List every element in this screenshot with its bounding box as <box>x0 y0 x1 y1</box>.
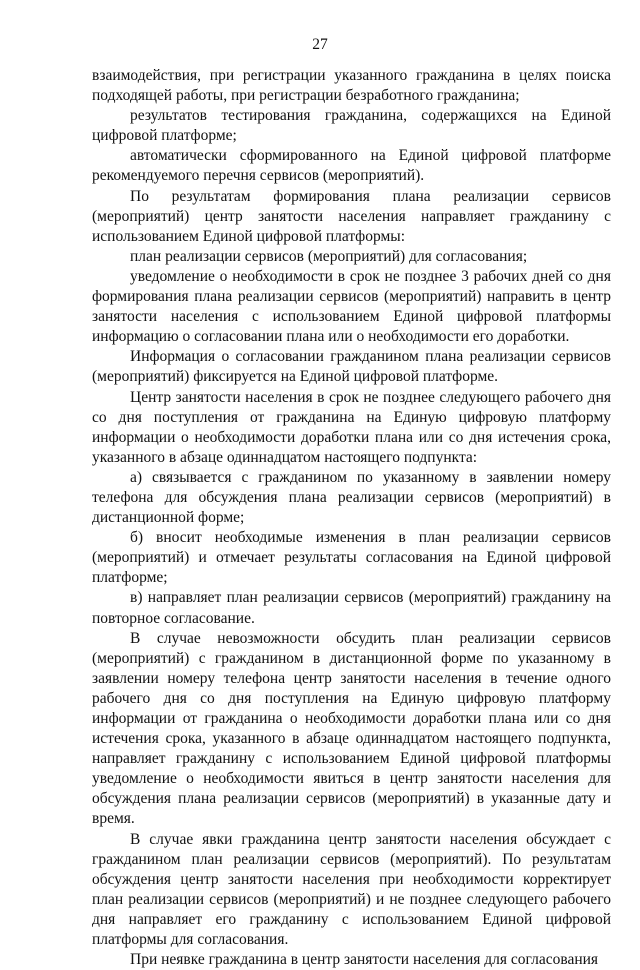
paragraph-plan-results: По результатам формирования плана реализации сервисов (мероприятий) центр занятости населения направляет гражданину с использованием Единой цифровой платформы: <box>92 187 611 245</box>
paragraph-item-a: а) связывается с гражданином по указанному в заявлении номеру телефона для обсуждения плана реализации сервисов (мероприятий) в дистанционной форме; <box>92 468 611 527</box>
paragraph-test-results: результатов тестирования гражданина, содержащихся на Единой цифровой платформе; <box>92 107 611 145</box>
paragraph-item-b: б) вносит необходимые изменения в план реализации сервисов (мероприятий) и отмечает результаты согласования на Единой цифровой платформе; <box>92 529 611 587</box>
paragraph-continuation: взаимодействия, при регистрации указанного гражданина в целях поиска подходящей работы, при регистрации безработного гражданина; <box>92 67 611 105</box>
paragraph-plan-approval: план реализации сервисов (мероприятий) для согласования; <box>130 247 528 265</box>
document-body <box>92 66 611 970</box>
paragraph-center-deadline: Центр занятости населения в срок не позднее следующего рабочего дня со дня поступления от гражданина на Единую цифровую платформу информации о необходимости доработки плана или со дня истечения срока, указанного в абзаце одиннадцатом настоящего подпункта: <box>92 388 611 466</box>
paragraph-approval-info: Информация о согласовании гражданином плана реализации сервисов (мероприятий) фиксируется на Единой цифровой платформе. <box>92 348 611 386</box>
paragraph-notification: уведомление о необходимости в срок не позднее 3 рабочих дней со дня формирования плана реализации сервисов (мероприятий) направить в центр занятости населения с использованием Единой цифровой платформы информацию о согласовании плана или о необходимости его доработки. <box>92 267 611 346</box>
paragraph-impossibility: В случае невозможности обсудить план реализации сервисов (мероприятий) с гражданином в дистанционной форме по указанному в заявлении номеру телефона центр занятости населения в течение одного рабочего дня со дня поступления на Единую цифровую платформу информации от гражданина о необходимости доработки плана или со дня истечения срока, указанного в абзаце одиннадцатом настоящего подпункта, направляет гражданину с использованием Единой цифровой платформы уведомление о необходимости явиться в центр занятости населения для обсуждения плана реализации сервисов (мероприятий) в указанные дату и время. <box>92 629 611 828</box>
paragraph-appearance: В случае явки гражданина центр занятости населения обсуждает с гражданином план реализации сервисов (мероприятий). По результатам обсуждения центр занятости населения при необходимости корректирует план реализации сервисов (мероприятий) и не позднее следующего рабочего дня направляет его гражданину с использованием Единой цифровой платформы для согласования. <box>92 830 611 949</box>
paragraph-non-appearance: При неявке гражданина в центр занятости населения для согласования <box>130 951 599 969</box>
paragraph-auto-list: автоматически сформированного на Единой цифровой платформе рекомендуемого перечня сервисов (мероприятий). <box>92 147 611 185</box>
page-number: 27 <box>312 36 328 53</box>
paragraph-item-v: в) направляет план реализации сервисов (мероприятий) гражданину на повторное согласование. <box>92 589 611 627</box>
